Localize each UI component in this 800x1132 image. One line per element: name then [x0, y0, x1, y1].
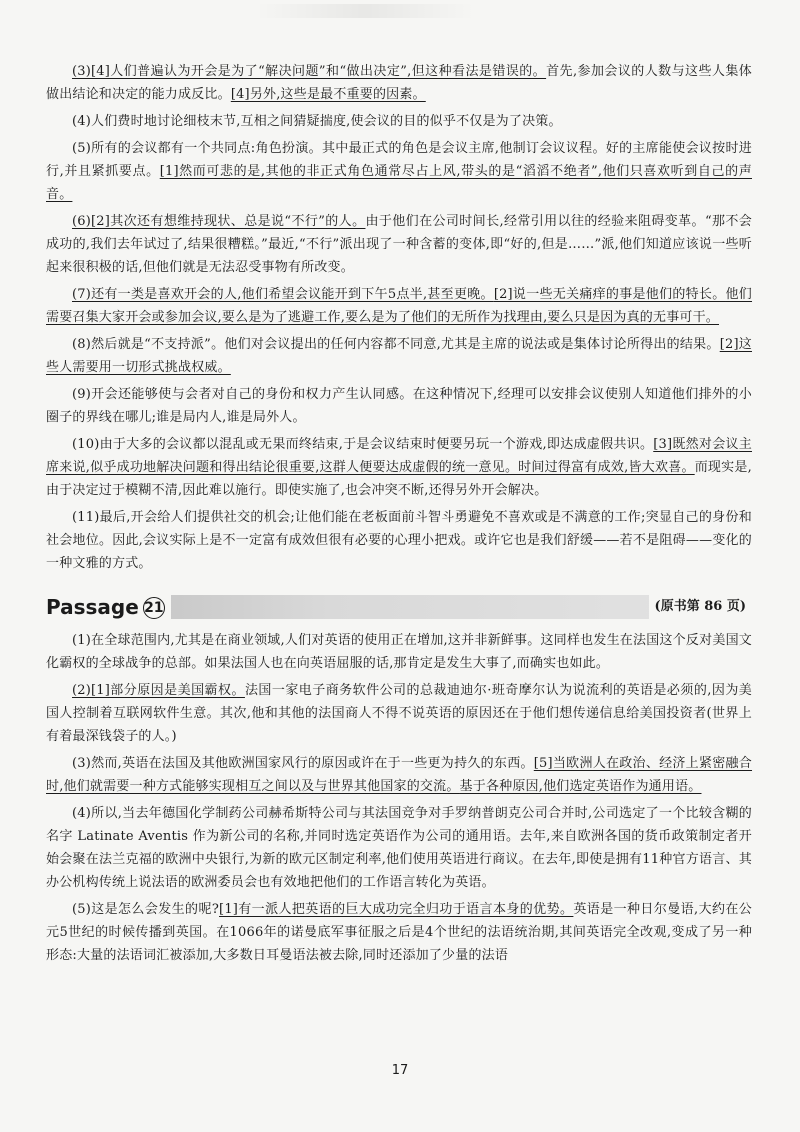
sentence: (4)所以,当去年德国化学制药公司赫希斯特公司与其法国竞争对手罗纳普朗克公司合并时,公司选定了一个比较含糊的名字 Latinate Aventis 作为新公司的名称,并同时选定英语作为公司的通用语。去年,来自欧洲各国的货币政策制定者开始会聚在法兰克福的欧洲中央银行,为新的欧元区制定利率,他们使用英语进行商议。在去年,即使是拥有11种官方语言、其办公机构传统上说法语的欧洲委员会也有效地把他们的工作语言转化为英语。 [46, 806, 752, 890]
underlined-sentence: (2)[1]部分原因是美国霸权。 [72, 683, 245, 698]
paragraph [46, 802, 752, 894]
passage-label: Passage [46, 595, 139, 619]
underlined-sentence: [1]然而可悲的是,其他的非正式角色通常尽占上风,带头的是“滔滔不绝者”,他们只喜欢听到自己的声音。 [46, 164, 752, 202]
sentence: 而现实是,由于决定过于模糊不清,因此难以施行。即使实施了,也会冲突不断,还得另外开会解决。 [46, 460, 752, 498]
sentence: 首先,参加会议的人数与这些人集体做出结论和决定的能力成反比。 [46, 64, 752, 102]
underlined-sentence: (7)还有一类是喜欢开会的人,他们希望会议能开到下午5点半,甚至更晚。 [72, 287, 494, 302]
paragraph [46, 137, 752, 206]
paragraph [46, 383, 752, 429]
sentence: (3)然而,英语在法国及其他欧洲国家风行的原因或许在于一些更为持久的东西。 [72, 756, 534, 771]
underlined-sentence: [4]另外,这些是最不重要的因素。 [230, 87, 426, 102]
paragraph [46, 110, 752, 133]
paragraph [46, 283, 752, 329]
paragraph [46, 433, 752, 502]
underlined-sentence: [3]既然对会议主席来说,似乎成功地解决问题和得出结论很重要,这群人便要达成虚假的统一意见。时间过得富有成效,皆大欢喜。 [46, 437, 752, 475]
scan-header-artifact [255, 4, 475, 18]
sentence: 由于他们在公司时间长,经常引用以往的经验来阻碍变革。“那不会成功的,我们去年试过了,结果很糟糕。”最近,“不行”派出现了一种含蓄的变体,即“好的,但是……”派,他们知道应该说一些听起来很积极的话,但他们就是无法忍受事物有所改变。 [46, 214, 752, 275]
sentence: (5)所有的会议都有一个共同点:角色扮演。其中最正式的角色是会议主席,他制订会议议程。好的主席能使会议按时进行,并且紧抓要点。 [46, 141, 752, 179]
paragraph [46, 752, 752, 798]
passage-20-translation [46, 60, 752, 575]
page-content [46, 60, 752, 971]
sentence: (9)开会还能够使与会者对自己的身份和权力产生认同感。在这种情况下,经理可以安排会议使别人知道他们排外的小圈子的界线在哪儿;谁是局内人,谁是局外人。 [46, 387, 752, 425]
sentence: 英语是一种日尔曼语,大约在公元5世纪的时候传播到英国。在1066年的诺曼底军事征服之后是4个世纪的法语统治期,其间英语完全改观,变成了另一种形态:大量的法语词汇被添加,大多数日耳曼语法被去除,同时还添加了少量的法语 [46, 902, 753, 963]
paragraph [46, 506, 752, 575]
original-page-reference: (原书第 86 页) [649, 595, 752, 619]
paragraph [46, 60, 752, 106]
underlined-sentence: 他们需要召集大家开会或参加会议,要么是为了逃避工作,要么是为了他们的无所作为找理由,要么只是因为真的无事可干。 [46, 287, 753, 325]
page-number: 17 [391, 1063, 409, 1078]
passage-title [46, 595, 171, 619]
passage-header [46, 595, 752, 619]
underlined-sentence: [5]当欧洲人在政治、经济上紧密融合时,他们就需要一种方式能够实现相互之间以及与世界其他国家的交流。 [46, 756, 753, 794]
underlined-sentence: [2]这些人需要用一切形式挑战权威。 [46, 337, 752, 375]
paragraph [46, 629, 752, 675]
underlined-sentence: (6)[2]其次还有想维持现状、总是说“不行”的人。 [72, 214, 366, 229]
paragraph [46, 679, 752, 748]
passage-number-badge: 21 [143, 597, 165, 619]
paragraph [46, 210, 752, 279]
sentence: 法国一家电子商务软件公司的总裁迪迪尔·班奇摩尔认为说流利的英语是必须的,因为美国人控制着互联网软件生意。其次,他和其他的法国商人不得不说英语的原因还在于他们想传递信息给美国投资者(世界上有着最深钱袋子的人。) [46, 683, 752, 744]
underlined-sentence: 基于各种原因,他们选定英语作为通用语。 [459, 779, 702, 794]
sentence: (10)由于大多的会议都以混乱或无果而终结束,于是会议结束时便要另玩一个游戏,即达成虚假共识。 [72, 437, 654, 452]
paragraph [46, 333, 752, 379]
underlined-sentence: [1]有一派人把英语的巨大成功完全归功于语言本身的优势。 [219, 902, 574, 917]
underlined-sentence: [2]说一些无关痛痒的事是他们的特长。 [493, 287, 726, 302]
sentence: (1)在全球范围内,尤其是在商业领域,人们对英语的使用正在增加,这并非新鲜事。这同样也发生在法国这个反对美国文化霸权的全球战争的总部。如果法国人也在向英语屈服的话,那肯定是发生大事了,而确实也如此。 [46, 633, 752, 671]
sentence: (8)然后就是“不支持派”。他们对会议提出的任何内容都不同意,尤其是主席的说法或是集体讨论所得出的结果。 [72, 337, 720, 352]
sentence: (11)最后,开会给人们提供社交的机会;让他们能在老板面前斗智斗勇避免不喜欢或是不满意的工作;突显自己的身份和社会地位。因此,会议实际上是不一定富有成效但很有必要的心理小把戏。或许它也是我们舒缓——若不是阻碍——变化的一种文雅的方式。 [46, 510, 752, 571]
passage-21-translation [46, 629, 752, 967]
paragraph [46, 898, 752, 967]
sentence: (4)人们费时地讨论细枝末节,互相之间猜疑揣度,使会议的目的似乎不仅是为了决策。 [72, 114, 562, 129]
sentence: (5)这是怎么会发生的呢? [72, 902, 220, 917]
underlined-sentence: (3)[4]人们普遍认为开会是为了“解决问题”和“做出决定”,但这种看法是错误的。 [72, 64, 547, 79]
